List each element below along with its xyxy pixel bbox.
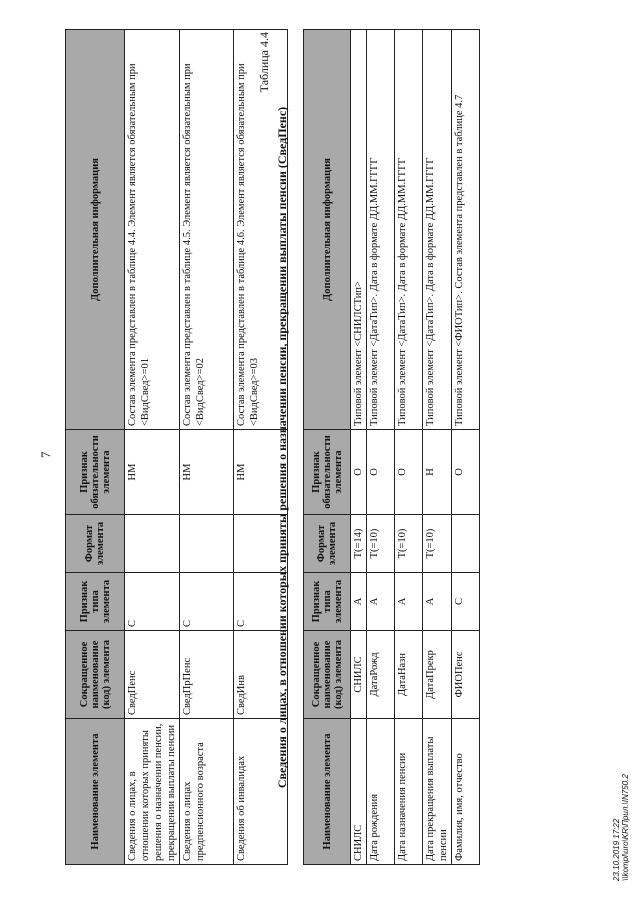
table-cell: T(=14) bbox=[351, 515, 367, 573]
page-number: 7 bbox=[38, 451, 53, 458]
table-cell: НМ bbox=[234, 430, 288, 515]
table-cell bbox=[180, 515, 234, 573]
table-row bbox=[452, 30, 480, 865]
footer-file-path: \\kompl\uro\KR\Прил.\IN750.2 bbox=[621, 774, 630, 881]
table-row bbox=[351, 30, 367, 865]
table-cell: СведПенс bbox=[125, 631, 180, 719]
table-cell: О bbox=[395, 430, 423, 515]
table-cell: Сведения об инвалидах bbox=[234, 719, 288, 865]
table-title: Сведения о лицах, в отношении которых приняты решения о назначении пенсии, прекращении выплаты пенсии (СведПенс) bbox=[275, 106, 289, 789]
table-cell: Дата прекращения выплаты пенсии bbox=[423, 719, 452, 865]
table-cell: Н bbox=[423, 430, 452, 515]
elements-table bbox=[65, 29, 288, 865]
table-cell: О bbox=[367, 430, 395, 515]
table-cell: СНИЛС bbox=[351, 631, 367, 719]
table-row bbox=[395, 30, 423, 865]
table-cell: Типовой элемент <СНИЛСТип> bbox=[351, 30, 367, 430]
table-cell: Фамилия, имя, отчество bbox=[452, 719, 480, 865]
column-header: Сокращенное наименование (код) элемента bbox=[304, 631, 351, 719]
column-header: Признак обязательности элемента bbox=[66, 430, 125, 515]
table-cell: T(=10) bbox=[423, 515, 452, 573]
table-cell: Состав элемента представлен в таблице 4.6. Элемент является обязательным при <ВидСвед>=03 bbox=[234, 30, 288, 430]
table-cell: ДатаНазн bbox=[395, 631, 423, 719]
table-cell: С bbox=[234, 573, 288, 631]
column-header: Сокращенное наименование (код) элемента bbox=[66, 631, 125, 719]
table-cell: СведПрПенс bbox=[180, 631, 234, 719]
column-header: Дополнительная информация bbox=[304, 30, 351, 430]
table-cell: T(=10) bbox=[395, 515, 423, 573]
column-header: Формат элемента bbox=[304, 515, 351, 573]
table-cell: СНИЛС bbox=[351, 719, 367, 865]
table-cell bbox=[452, 515, 480, 573]
table-cell: СведИнв bbox=[234, 631, 288, 719]
table-row bbox=[423, 30, 452, 865]
table-cell: С bbox=[180, 573, 234, 631]
document-footer bbox=[612, 774, 630, 881]
table-row bbox=[180, 30, 234, 865]
pension-info-table bbox=[303, 29, 480, 865]
table-cell: А bbox=[423, 573, 452, 631]
column-header: Дополнительная информация bbox=[66, 30, 125, 430]
table-row bbox=[367, 30, 395, 865]
table-cell: Типовой элемент <ДатаТип>. Дата в формате ДД.ММ.ГГГГ bbox=[423, 30, 452, 430]
table-cell: Сведения о лицах, в отношении которых приняты решения о назначении пенсии, прекращении выплаты пенсии bbox=[125, 719, 180, 865]
table-number: Таблица 4.4 bbox=[257, 32, 271, 93]
table-cell: Дата рождения bbox=[367, 719, 395, 865]
table-cell: О bbox=[452, 430, 480, 515]
column-header: Признак обязательности элемента bbox=[304, 430, 351, 515]
column-header: Признак типа элемента bbox=[66, 573, 125, 631]
table-cell: О bbox=[351, 430, 367, 515]
table-cell: НМ bbox=[125, 430, 180, 515]
table-cell: Дата назначения пенсии bbox=[395, 719, 423, 865]
footer-timestamp: 23.10.2019 17:22 bbox=[612, 818, 621, 881]
column-header: Наименование элемента bbox=[304, 719, 351, 865]
table-cell: ФИОПенс bbox=[452, 631, 480, 719]
table-header-row bbox=[66, 30, 125, 865]
table-cell: Типовой элемент <ДатаТип>. Дата в формате ДД.ММ.ГГГГ bbox=[395, 30, 423, 430]
table-cell: Типовой элемент <ФИОТип>. Состав элемента представлен в таблице 4.7 bbox=[452, 30, 480, 430]
table-cell: А bbox=[395, 573, 423, 631]
table-cell bbox=[125, 515, 180, 573]
column-header: Формат элемента bbox=[66, 515, 125, 573]
table-cell: А bbox=[367, 573, 395, 631]
table-cell: ДатаПрекр bbox=[423, 631, 452, 719]
table-header-row bbox=[304, 30, 351, 865]
table-cell: Сведения о лицах предпенсионного возраста bbox=[180, 719, 234, 865]
table-cell: С bbox=[125, 573, 180, 631]
table-cell: Типовой элемент <ДатаТип>. Дата в формате ДД.ММ.ГГГГ bbox=[367, 30, 395, 430]
table-cell: Состав элемента представлен в таблице 4.4. Элемент является обязательным при <ВидСвед>=01 bbox=[125, 30, 180, 430]
column-header: Признак типа элемента bbox=[304, 573, 351, 631]
table-cell: С bbox=[452, 573, 480, 631]
table-cell: Состав элемента представлен в таблице 4.5. Элемент является обязательным при <ВидСвед>=02 bbox=[180, 30, 234, 430]
column-header: Наименование элемента bbox=[66, 719, 125, 865]
table-cell: T(=10) bbox=[367, 515, 395, 573]
table-cell: А bbox=[351, 573, 367, 631]
table-cell: ДатаРожд bbox=[367, 631, 395, 719]
table-cell: НМ bbox=[180, 430, 234, 515]
table-row bbox=[125, 30, 180, 865]
